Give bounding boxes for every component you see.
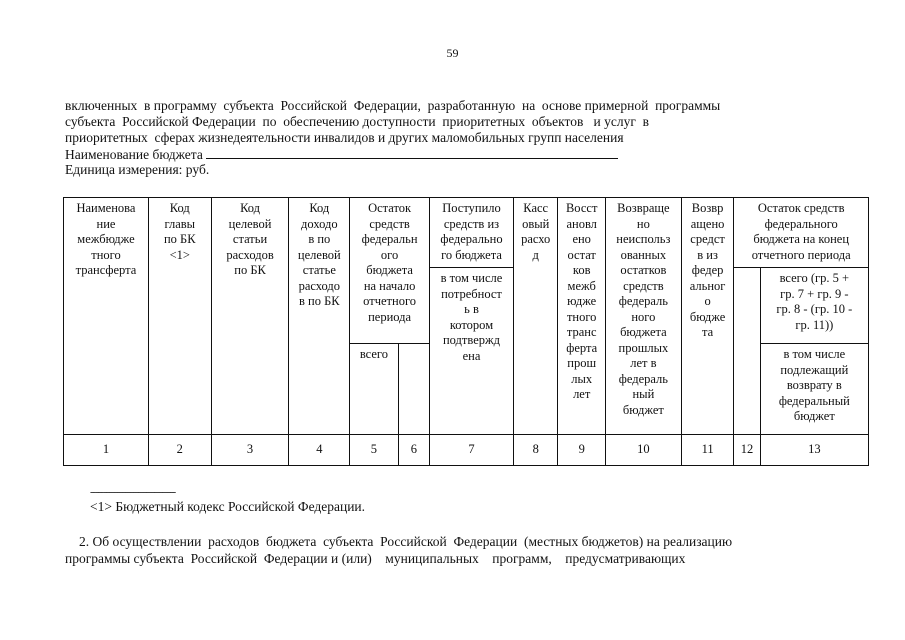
column-number: 12: [734, 435, 760, 466]
unit-line: Единица измерения: руб.: [65, 162, 210, 177]
column-number: 1: [64, 435, 149, 466]
column-number: 5: [350, 435, 399, 466]
budget-name-line: [65, 146, 618, 163]
header-received-funds: Поступило средств из федерально го бюджета: [430, 198, 514, 268]
column-number: 9: [558, 435, 606, 466]
budget-name-blank: [206, 146, 618, 159]
header-target-article-code: Код целевой статьи расходов по БК: [211, 198, 289, 435]
header-transfer-name: Наименова ние межбюдже тного трансферта: [64, 198, 149, 435]
header-received-confirmed: в том числе потребност ь в котором подтвержд ена: [430, 268, 514, 435]
header-returned-from-federal: Возвр ащено средст в из федер альног о бюдже та: [681, 198, 734, 435]
page-number: 59: [446, 46, 459, 60]
intro-line-1: включенных в программу субъекта Российской Федерации, разработанную на основе примерной программы: [65, 98, 721, 113]
header-returned-unused: Возвраще но неиспольз ованных остатков средств федераль ного бюджета прошлых лет в федераль ный бюджет: [605, 198, 681, 435]
column-number: 7: [430, 435, 514, 466]
intro-line-3: приоритетных сферах жизнедеятельности инвалидов и других маломобильных групп населения: [65, 130, 624, 145]
header-restored-balances: Восст ановл ено остат ков межб юдже тного транс ферта прош лых лет: [558, 198, 606, 435]
column-number: 3: [211, 435, 289, 466]
header-opening-total: всего: [350, 344, 399, 435]
column-number: 6: [398, 435, 429, 466]
header-closing-balance: Остаток средств федерального бюджета на конец отчетного периода: [734, 198, 869, 268]
footnote: <1> Бюджетный кодекс Российской Федерации.: [90, 499, 366, 514]
header-col6-empty: [398, 344, 429, 435]
header-chapter-code: Код главы по БК <1>: [148, 198, 211, 435]
header-col12-empty: [734, 268, 760, 435]
column-number: 10: [605, 435, 681, 466]
column-number: 11: [681, 435, 734, 466]
header-opening-balance: Остаток средств федеральн ого бюджета на начало отчетного периода: [350, 198, 430, 344]
column-number: 4: [289, 435, 350, 466]
report-table: [63, 197, 869, 466]
paragraph-line-2: программы субъекта Российской Федерации и (или) муниципальных программ, предусматривающих: [65, 551, 686, 566]
footnote-separator: --------------------------------: [90, 486, 176, 498]
header-income-code: Код доходо в по целевой статье расходо в по БК: [289, 198, 350, 435]
column-number: 2: [148, 435, 211, 466]
column-number: 13: [760, 435, 868, 466]
header-cash-expense: Касс овый расхо д: [513, 198, 557, 435]
header-closing-total: всего (гр. 5 + гр. 7 + гр. 9 - гр. 8 - (гр. 10 - гр. 11)): [760, 268, 868, 344]
budget-name-label: Наименование бюджета: [65, 147, 203, 162]
paragraph-line-1: 2. Об осуществлении расходов бюджета субъекта Российской Федерации (местных бюджетов) на реализацию: [79, 534, 733, 549]
column-number: 8: [513, 435, 557, 466]
intro-line-2: субъекта Российской Федерации по обеспечению доступности приоритетных объектов и услуг в: [65, 114, 649, 129]
header-closing-return: в том числе подлежащий возврату в федеральный бюджет: [760, 344, 868, 435]
